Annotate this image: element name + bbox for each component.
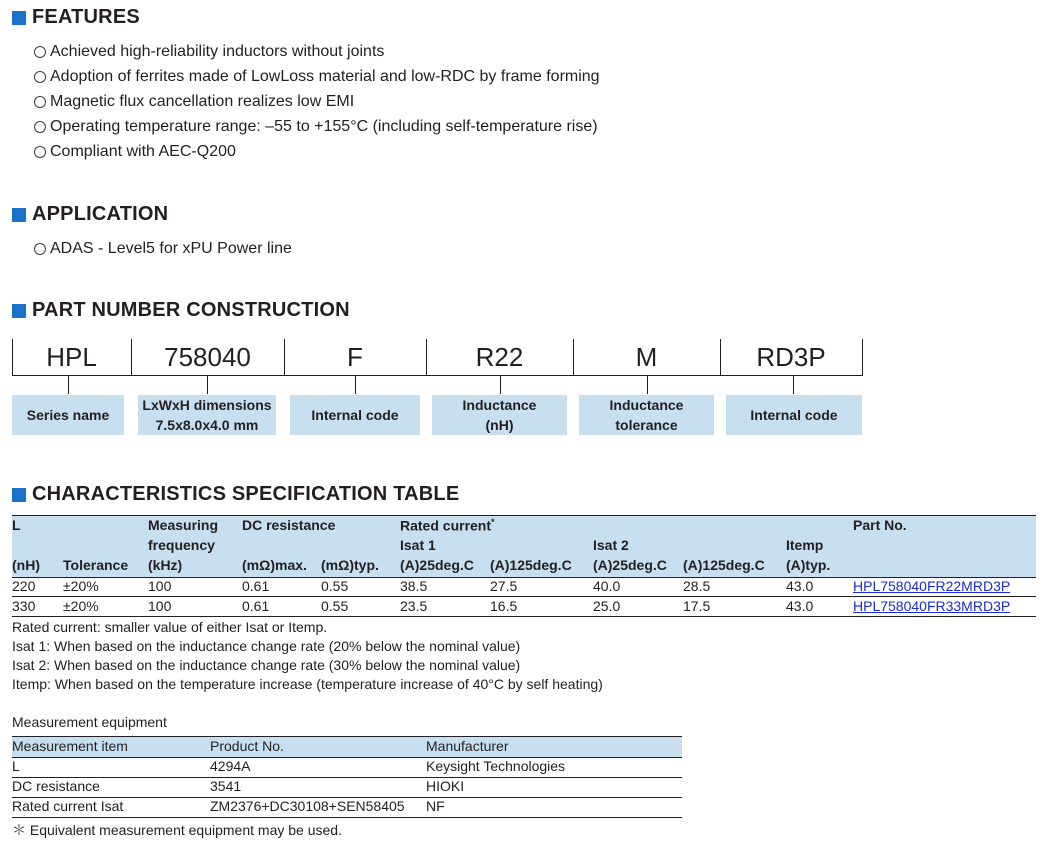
measurement-title: Measurement equipment [12,714,167,730]
blue-square-icon [12,304,26,318]
divider [12,596,1036,597]
divider [12,777,682,778]
part-code-dimensions: 758040 [164,341,251,372]
measurement-footnote: ＊ Equivalent measurement equipment may be used. [12,822,342,838]
circle-bullet-icon [34,146,46,158]
circle-bullet-icon [34,71,46,83]
part-code-series: HPL [46,341,97,372]
part-label-tolerance: Inductance tolerance [579,395,714,435]
note-isat1: Isat 1: When based on the inductance change rate (20% below the nominal value) [12,638,521,654]
list-item: Operating temperature range: –55 to +155°C (including self-temperature rise) [34,114,600,139]
part-label-series: Series name [12,395,124,435]
part-label-inductance: Inductance (nH) [432,395,567,435]
features-list [34,39,600,164]
blue-square-icon [12,11,26,25]
part-number-link[interactable]: HPL758040FR22MRD3P [853,578,1011,594]
spec-table: L (nH) Tolerance Measuring frequency (kHz) DC resistance (mΩ)max. (mΩ)typ. Rated current* Isat 1 (A)25deg.C (A)125deg.C Isat 2 (A)25deg.C (A)125deg.C Itemp (A)typ. Part No. 220 ±20% 100 0.61 0.55 38.5 27.5 40.0 28.5 43.0 HPL758040FR22MRD3P 330 ±20% 100 0.61 0.55 23.5 16.5 25.0 17.5 43.0 HPL758040FR33MRD3P [12,517,1011,614]
blue-square-icon [12,208,26,222]
note-itemp: Itemp: When based on the temperature increase (temperature increase of 40°C by self heating) [12,676,603,692]
connector-line [793,376,794,394]
circle-bullet-icon [34,46,46,58]
application-list [34,236,292,261]
part-label-dimensions: LxWxH dimensions 7.5x8.0x4.0 mm [138,395,276,435]
list-item: ADAS - Level5 for xPU Power line [34,236,292,261]
part-code-internal-2: RD3P [756,341,826,372]
blue-square-icon [12,488,26,502]
application-heading: APPLICATION [12,203,168,226]
part-code-internal: F [347,341,363,372]
list-item: Magnetic flux cancellation realizes low EMI [34,89,600,114]
connector-line [355,376,356,394]
circle-bullet-icon [34,243,46,255]
divider [862,339,863,376]
list-item: Adoption of ferrites made of LowLoss material and low-RDC by frame forming [34,64,600,89]
circle-bullet-icon [34,96,46,108]
list-item: Compliant with AEC-Q200 [34,139,600,164]
connector-line [207,376,208,394]
connector-line [68,376,69,394]
circle-bullet-icon [34,121,46,133]
connector-line [500,376,501,394]
part-label-internal-2: Internal code [726,395,862,435]
part-code-tolerance: M [635,341,658,372]
part-code-inductance: R22 [475,341,524,372]
divider [12,817,682,818]
divider [12,616,1036,617]
spec-table-heading: CHARACTERISTICS SPECIFICATION TABLE [12,483,459,506]
part-number-heading: PART NUMBER CONSTRUCTION [12,299,350,322]
part-label-internal: Internal code [290,395,420,435]
connector-line [647,376,648,394]
list-item: Achieved high-reliability inductors without joints [34,39,600,64]
note-isat2: Isat 2: When based on the inductance change rate (30% below the nominal value) [12,657,521,673]
part-number-link[interactable]: HPL758040FR33MRD3P [853,598,1011,614]
note-rated-current: Rated current: smaller value of either Isat or Itemp. [12,619,328,635]
features-heading: FEATURES [12,6,140,29]
